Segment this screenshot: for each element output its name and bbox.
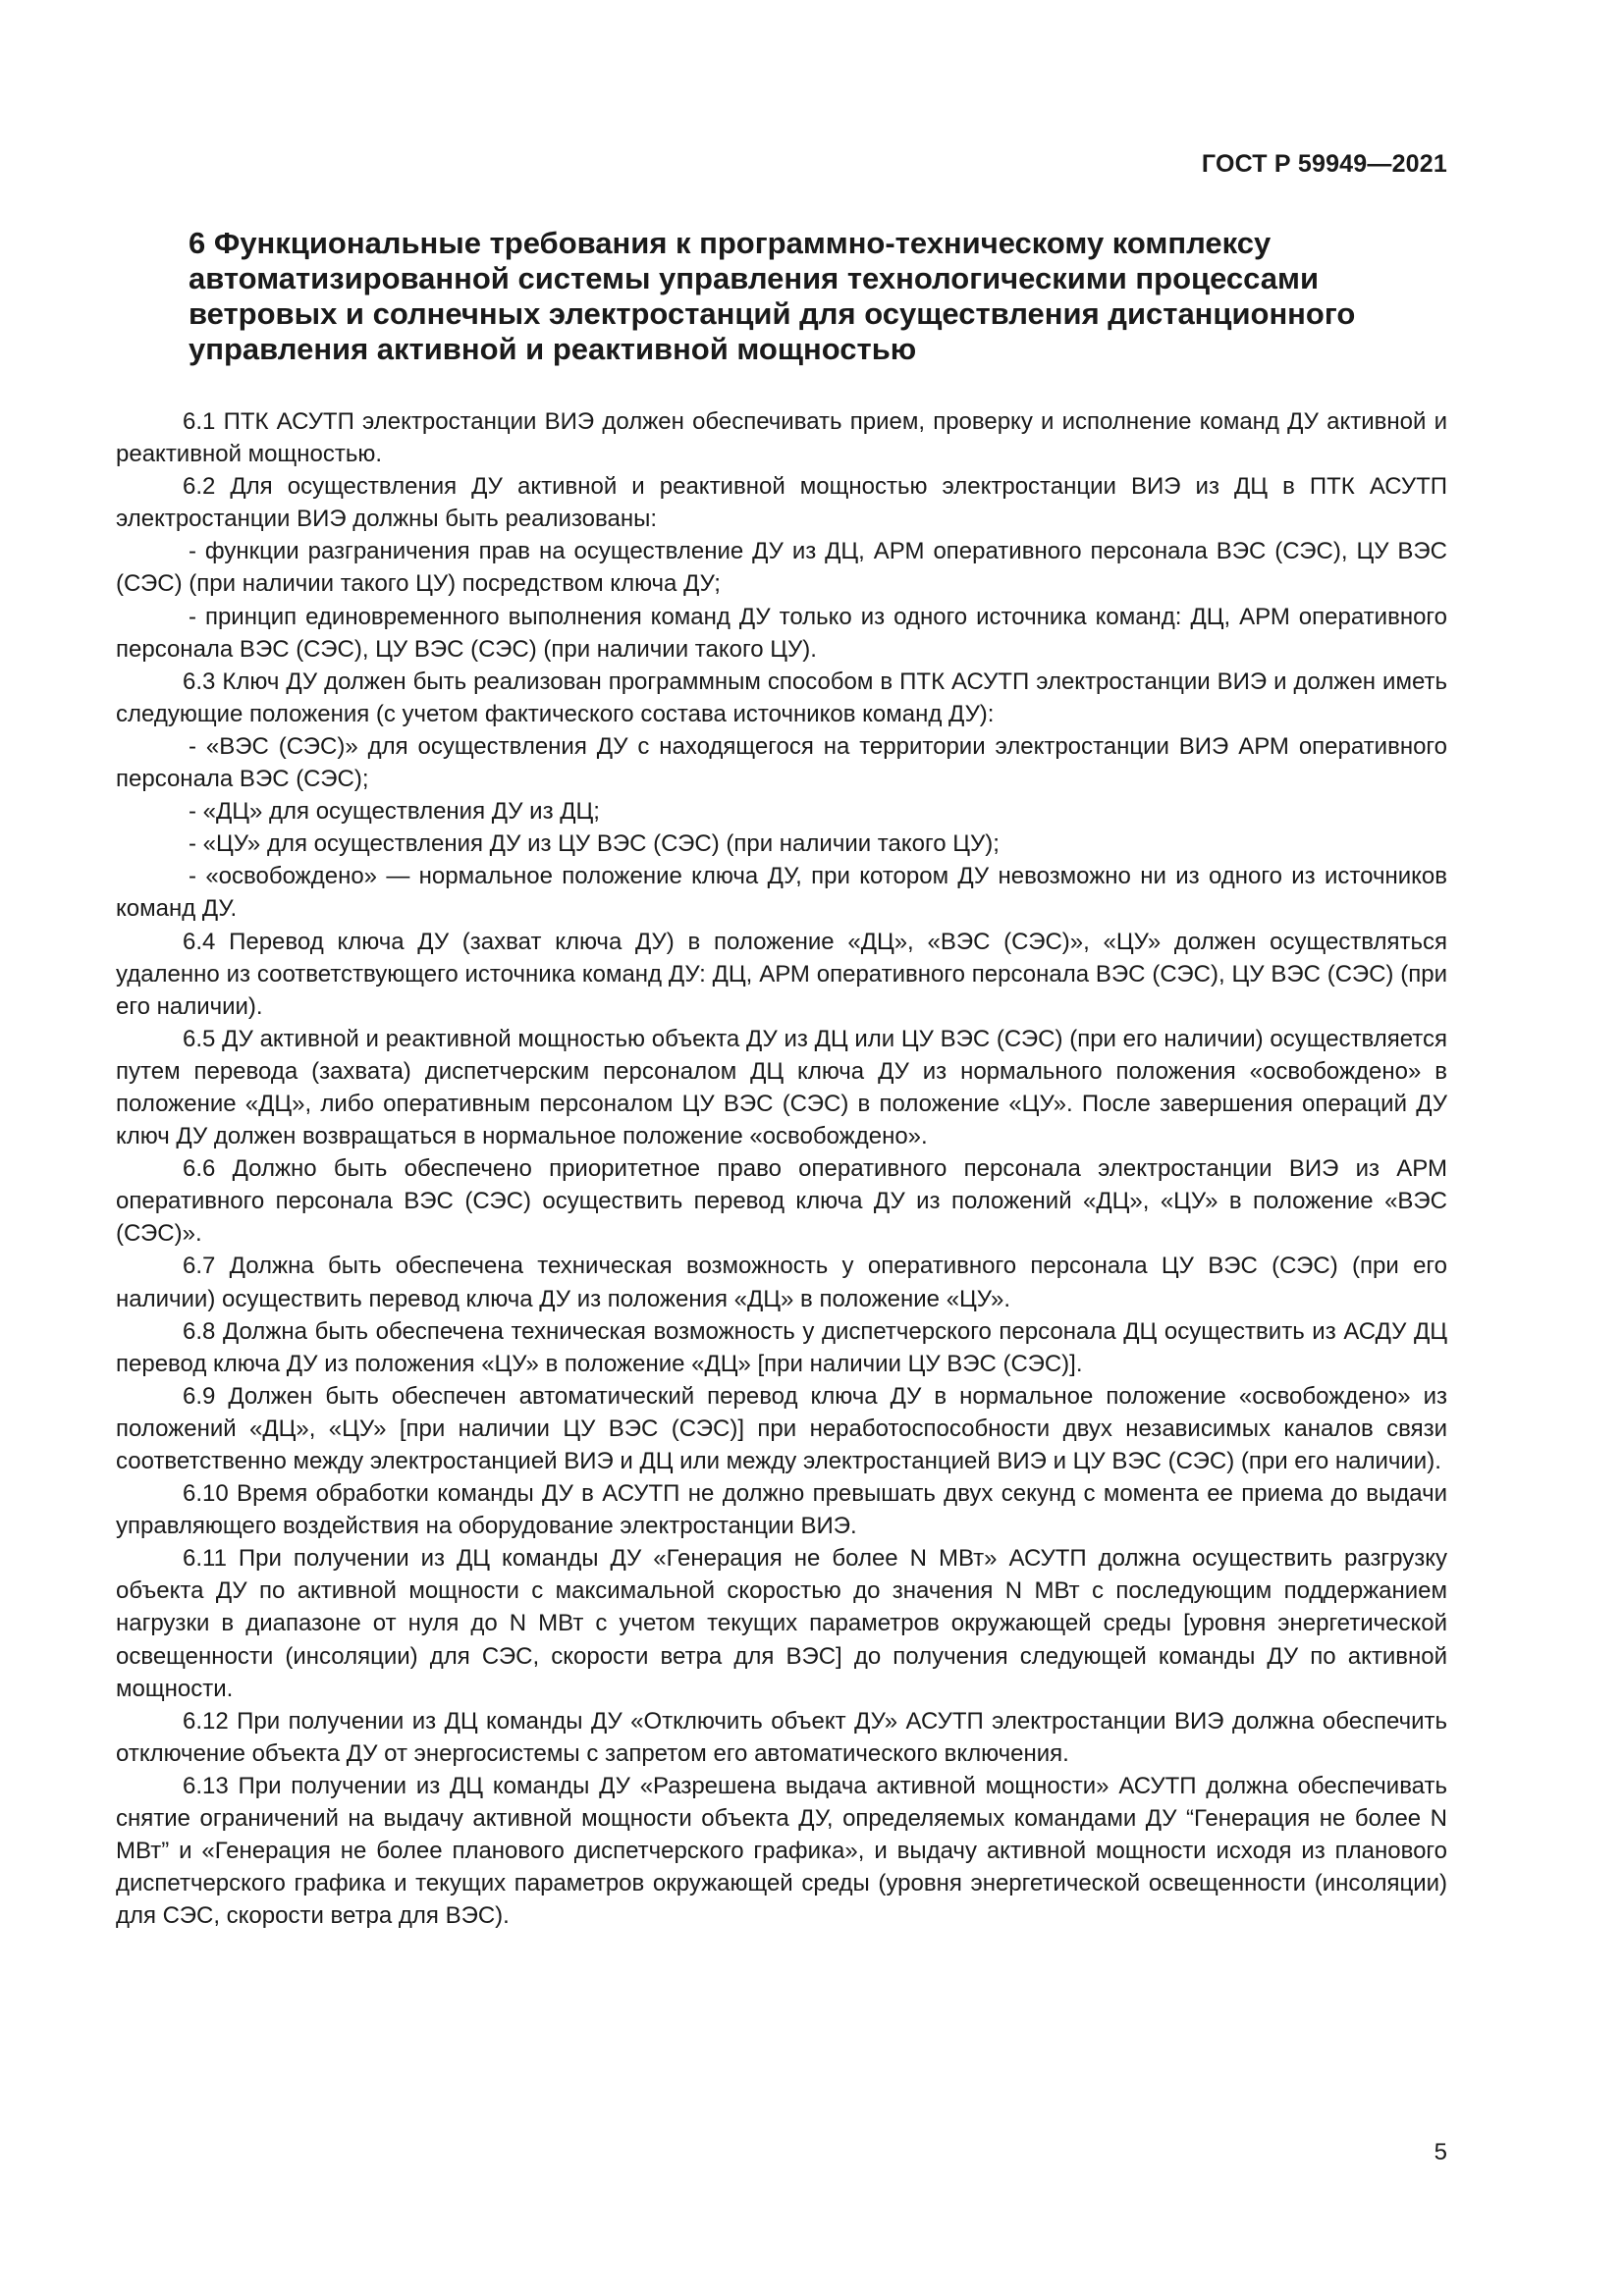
paragraph-6-7: 6.7 Должна быть обеспечена техническая возможность у оперативного персонала ЦУ ВЭС (СЭС) (при его наличии) осуществить перевод ключа ДУ из положения «ДЦ» в положение «ЦУ». xyxy=(116,1253,1447,1312)
paragraph-6-5: 6.5 ДУ активной и реактивной мощностью объекта ДУ из ДЦ или ЦУ ВЭС (СЭС) (при его наличии) осуществляется путем перевода (захвата) диспетчерским персоналом ДЦ ключа ДУ из нормального положения «освобождено» в положение «ДЦ», либо оперативным персоналом ЦУ ВЭС (СЭС) в положение «ЦУ». После завершения операций ДУ ключ ДУ должен возвращаться в нормальное положение «освобождено». xyxy=(116,1025,1447,1150)
paragraph-6-9: 6.9 Должен быть обеспечен автоматический перевод ключа ДУ в нормальное положение «освобождено» из положений «ДЦ», «ЦУ» [при наличии ЦУ ВЭС (СЭС)] при неработоспособности двух независимых каналов связи соответственно между электростанцией ВИЭ и ДЦ или между электростанцией ВИЭ и ЦУ ВЭС (СЭС) (при его наличии). xyxy=(116,1382,1447,1474)
section-body xyxy=(116,405,1447,1932)
list-item: - функции разграничения прав на осуществление ДУ из ДЦ, АРМ оперативного персонала ВЭС (СЭС), ЦУ ВЭС (СЭС) (при наличии такого ЦУ) посредством ключа ДУ; xyxy=(116,538,1447,598)
list-item: - принцип единовременного выполнения команд ДУ только из одного источника команд: ДЦ, АРМ оперативного персонала ВЭС (СЭС), ЦУ ВЭС (СЭС) (при наличии такого ЦУ). xyxy=(116,603,1447,663)
list-item: - «ЦУ» для осуществления ДУ из ЦУ ВЭС (СЭС) (при наличии такого ЦУ); xyxy=(189,830,1000,858)
list-item: - «освобождено» — нормальное положение ключа ДУ, при котором ДУ невозможно ни из одного из источников команд ДУ. xyxy=(116,863,1447,923)
paragraph-6-8: 6.8 Должна быть обеспечена техническая возможность у диспетчерского персонала ДЦ осуществить из АСДУ ДЦ перевод ключа ДУ из положения «ЦУ» в положение «ДЦ» [при наличии ЦУ ВЭС (СЭС)]. xyxy=(116,1317,1447,1377)
page-number: 5 xyxy=(1434,2139,1447,2165)
standard-code: ГОСТ Р 59949—2021 xyxy=(1201,150,1447,178)
paragraph-6-6: 6.6 Должно быть обеспечено приоритетное право оперативного персонала электростанции ВИЭ из АРМ оперативного персонала ВЭС (СЭС) осуществить перевод ключа ДУ из положений «ДЦ», «ЦУ» в положение «ВЭС (СЭС)». xyxy=(116,1155,1447,1248)
paragraph-6-3: 6.3 Ключ ДУ должен быть реализован программным способом в ПТК АСУТП электростанции ВИЭ и должен иметь следующие положения (с учетом фактического состава источников команд ДУ): xyxy=(116,667,1447,727)
list-item: - «ВЭС (СЭС)» для осуществления ДУ с находящегося на территории электростанции ВИЭ АРМ оперативного персонала ВЭС (СЭС); xyxy=(116,732,1447,793)
paragraph-6-11: 6.11 При получении из ДЦ команды ДУ «Генерация не более N МВт» АСУТП должна осуществить разгрузку объекта ДУ по активной мощности с максимальной скоростью до значения N МВт с последующим поддержанием нагрузки в диапазоне от нуля до N МВт с учетом текущих параметров окружающей среды [уровня энергетической освещенности (инсоляции) для СЭС, скорости ветра для ВЭС] до получения следующей команды ДУ по активной мощности. xyxy=(116,1545,1447,1702)
paragraph-6-13: 6.13 При получении из ДЦ команды ДУ «Разрешена выдача активной мощности» АСУТП должна обеспечивать снятие ограничений на выдачу активной мощности объекта ДУ, определяемых командами ДУ “Генерация не более N МВт” и «Генерация не более планового диспетчерского графика», и выдачу активной мощности исходя из планового диспетчерского графика и текущих параметров окружающей среды (уровня энергетической освещенности (инсоляции) для СЭС, скорости ветра для ВЭС). xyxy=(116,1772,1447,1930)
paragraph-6-1: 6.1 ПТК АСУТП электростанции ВИЭ должен обеспечивать прием, проверку и исполнение команд ДУ активной и реактивной мощностью. xyxy=(116,408,1447,468)
list-item: - «ДЦ» для осуществления ДУ из ДЦ; xyxy=(189,798,600,826)
paragraph-6-2: 6.2 Для осуществления ДУ активной и реактивной мощностью электростанции ВИЭ из ДЦ в ПТК АСУТП электростанции ВИЭ должны быть реализованы: xyxy=(116,473,1447,533)
paragraph-6-12: 6.12 При получении из ДЦ команды ДУ «Отключить объект ДУ» АСУТП электростанции ВИЭ должна обеспечить отключение объекта ДУ от энергосистемы с запретом его автоматического включения. xyxy=(116,1707,1447,1767)
paragraph-6-4: 6.4 Перевод ключа ДУ (захват ключа ДУ) в положение «ДЦ», «ВЭС (СЭС)», «ЦУ» должен осуществляться удаленно из соответствующего источника команд ДУ: ДЦ, АРМ оперативного персонала ВЭС (СЭС), ЦУ ВЭС (СЭС) (при его наличии). xyxy=(116,928,1447,1020)
section-title: 6 Функциональные требования к программно-техническому комплексу автоматизированной системы управления технологическими процессами ветровых и солнечных электростанций для осуществления дистанционного управления активной и реактивной мощностью xyxy=(189,226,1356,366)
paragraph-6-10: 6.10 Время обработки команды ДУ в АСУТП не должно превышать двух секунд с момента ее приема до выдачи управляющего воздействия на оборудование электростанции ВИЭ. xyxy=(116,1480,1447,1540)
